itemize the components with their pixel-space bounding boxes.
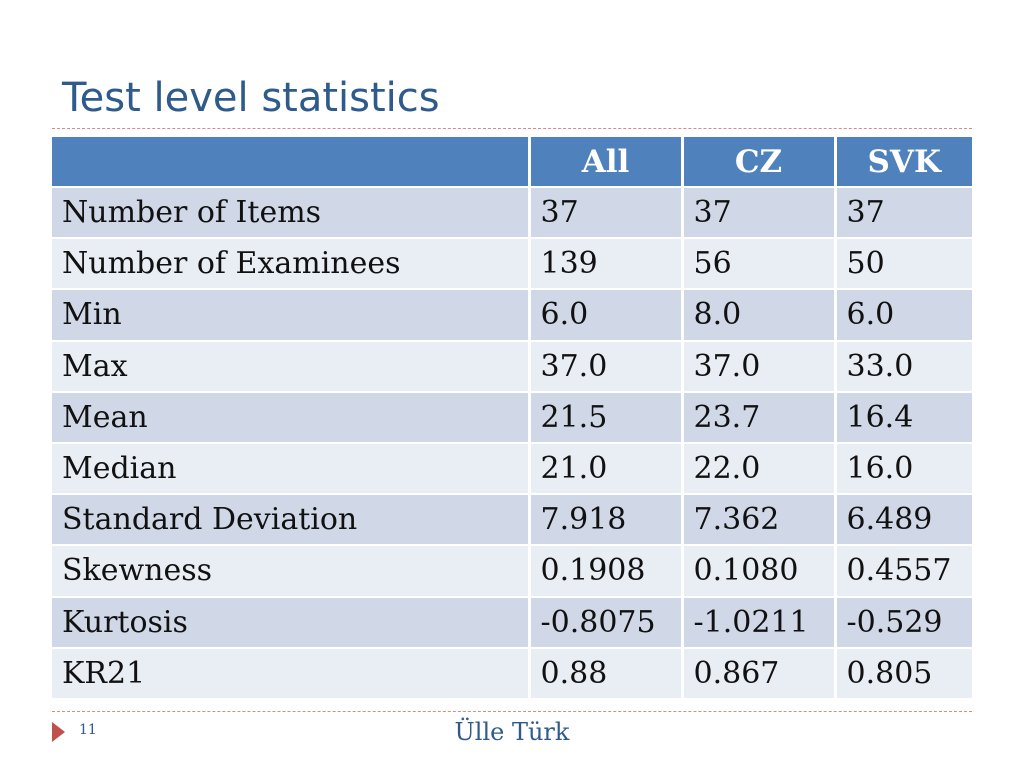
row-label: Number of Items <box>52 187 529 238</box>
cell-cz: 37.0 <box>682 341 835 392</box>
cell-all: -0.8075 <box>529 597 682 648</box>
table-row <box>52 289 972 340</box>
header-label-cell <box>52 137 529 187</box>
cell-svk: 37 <box>835 187 972 238</box>
cell-all: 139 <box>529 238 682 289</box>
cell-all: 37.0 <box>529 341 682 392</box>
table-row <box>52 238 972 289</box>
header-svk: SVK <box>835 137 972 187</box>
cell-cz: 37 <box>682 187 835 238</box>
cell-svk: 0.805 <box>835 648 972 699</box>
cell-cz: 0.1080 <box>682 545 835 596</box>
cell-svk: -0.529 <box>835 597 972 648</box>
row-label: Min <box>52 289 529 340</box>
cell-svk: 6.489 <box>835 494 972 545</box>
header-cz: CZ <box>682 137 835 187</box>
cell-all: 21.0 <box>529 443 682 494</box>
row-label: Standard Deviation <box>52 494 529 545</box>
cell-all: 0.88 <box>529 648 682 699</box>
cell-cz: 8.0 <box>682 289 835 340</box>
row-label: Number of Examinees <box>52 238 529 289</box>
row-label: KR21 <box>52 648 529 699</box>
table-row <box>52 392 972 443</box>
cell-cz: 56 <box>682 238 835 289</box>
table-row <box>52 545 972 596</box>
row-label: Median <box>52 443 529 494</box>
table-row <box>52 187 972 238</box>
cell-all: 21.5 <box>529 392 682 443</box>
cell-cz: 23.7 <box>682 392 835 443</box>
row-label: Mean <box>52 392 529 443</box>
page-number: 11 <box>79 722 97 738</box>
row-label: Max <box>52 341 529 392</box>
table-row <box>52 341 972 392</box>
slide-title: Test level statistics <box>62 75 440 121</box>
cell-cz: 7.362 <box>682 494 835 545</box>
cell-svk: 6.0 <box>835 289 972 340</box>
table-header <box>52 137 972 187</box>
table-row <box>52 648 972 699</box>
table-body <box>52 187 972 699</box>
cell-cz: 0.867 <box>682 648 835 699</box>
cell-svk: 33.0 <box>835 341 972 392</box>
cell-svk: 16.0 <box>835 443 972 494</box>
footer-author: Ülle Türk <box>454 718 570 746</box>
table-row <box>52 494 972 545</box>
footer-divider <box>52 711 972 712</box>
header-row <box>52 137 972 187</box>
cell-all: 0.1908 <box>529 545 682 596</box>
cell-cz: 22.0 <box>682 443 835 494</box>
cell-svk: 0.4557 <box>835 545 972 596</box>
cell-all: 6.0 <box>529 289 682 340</box>
title-divider <box>52 128 972 129</box>
table-row <box>52 443 972 494</box>
row-label: Kurtosis <box>52 597 529 648</box>
table-row <box>52 597 972 648</box>
row-label: Skewness <box>52 545 529 596</box>
cell-cz: -1.0211 <box>682 597 835 648</box>
cell-svk: 16.4 <box>835 392 972 443</box>
cell-svk: 50 <box>835 238 972 289</box>
statistics-table <box>52 137 972 700</box>
header-all: All <box>529 137 682 187</box>
cell-all: 37 <box>529 187 682 238</box>
cell-all: 7.918 <box>529 494 682 545</box>
